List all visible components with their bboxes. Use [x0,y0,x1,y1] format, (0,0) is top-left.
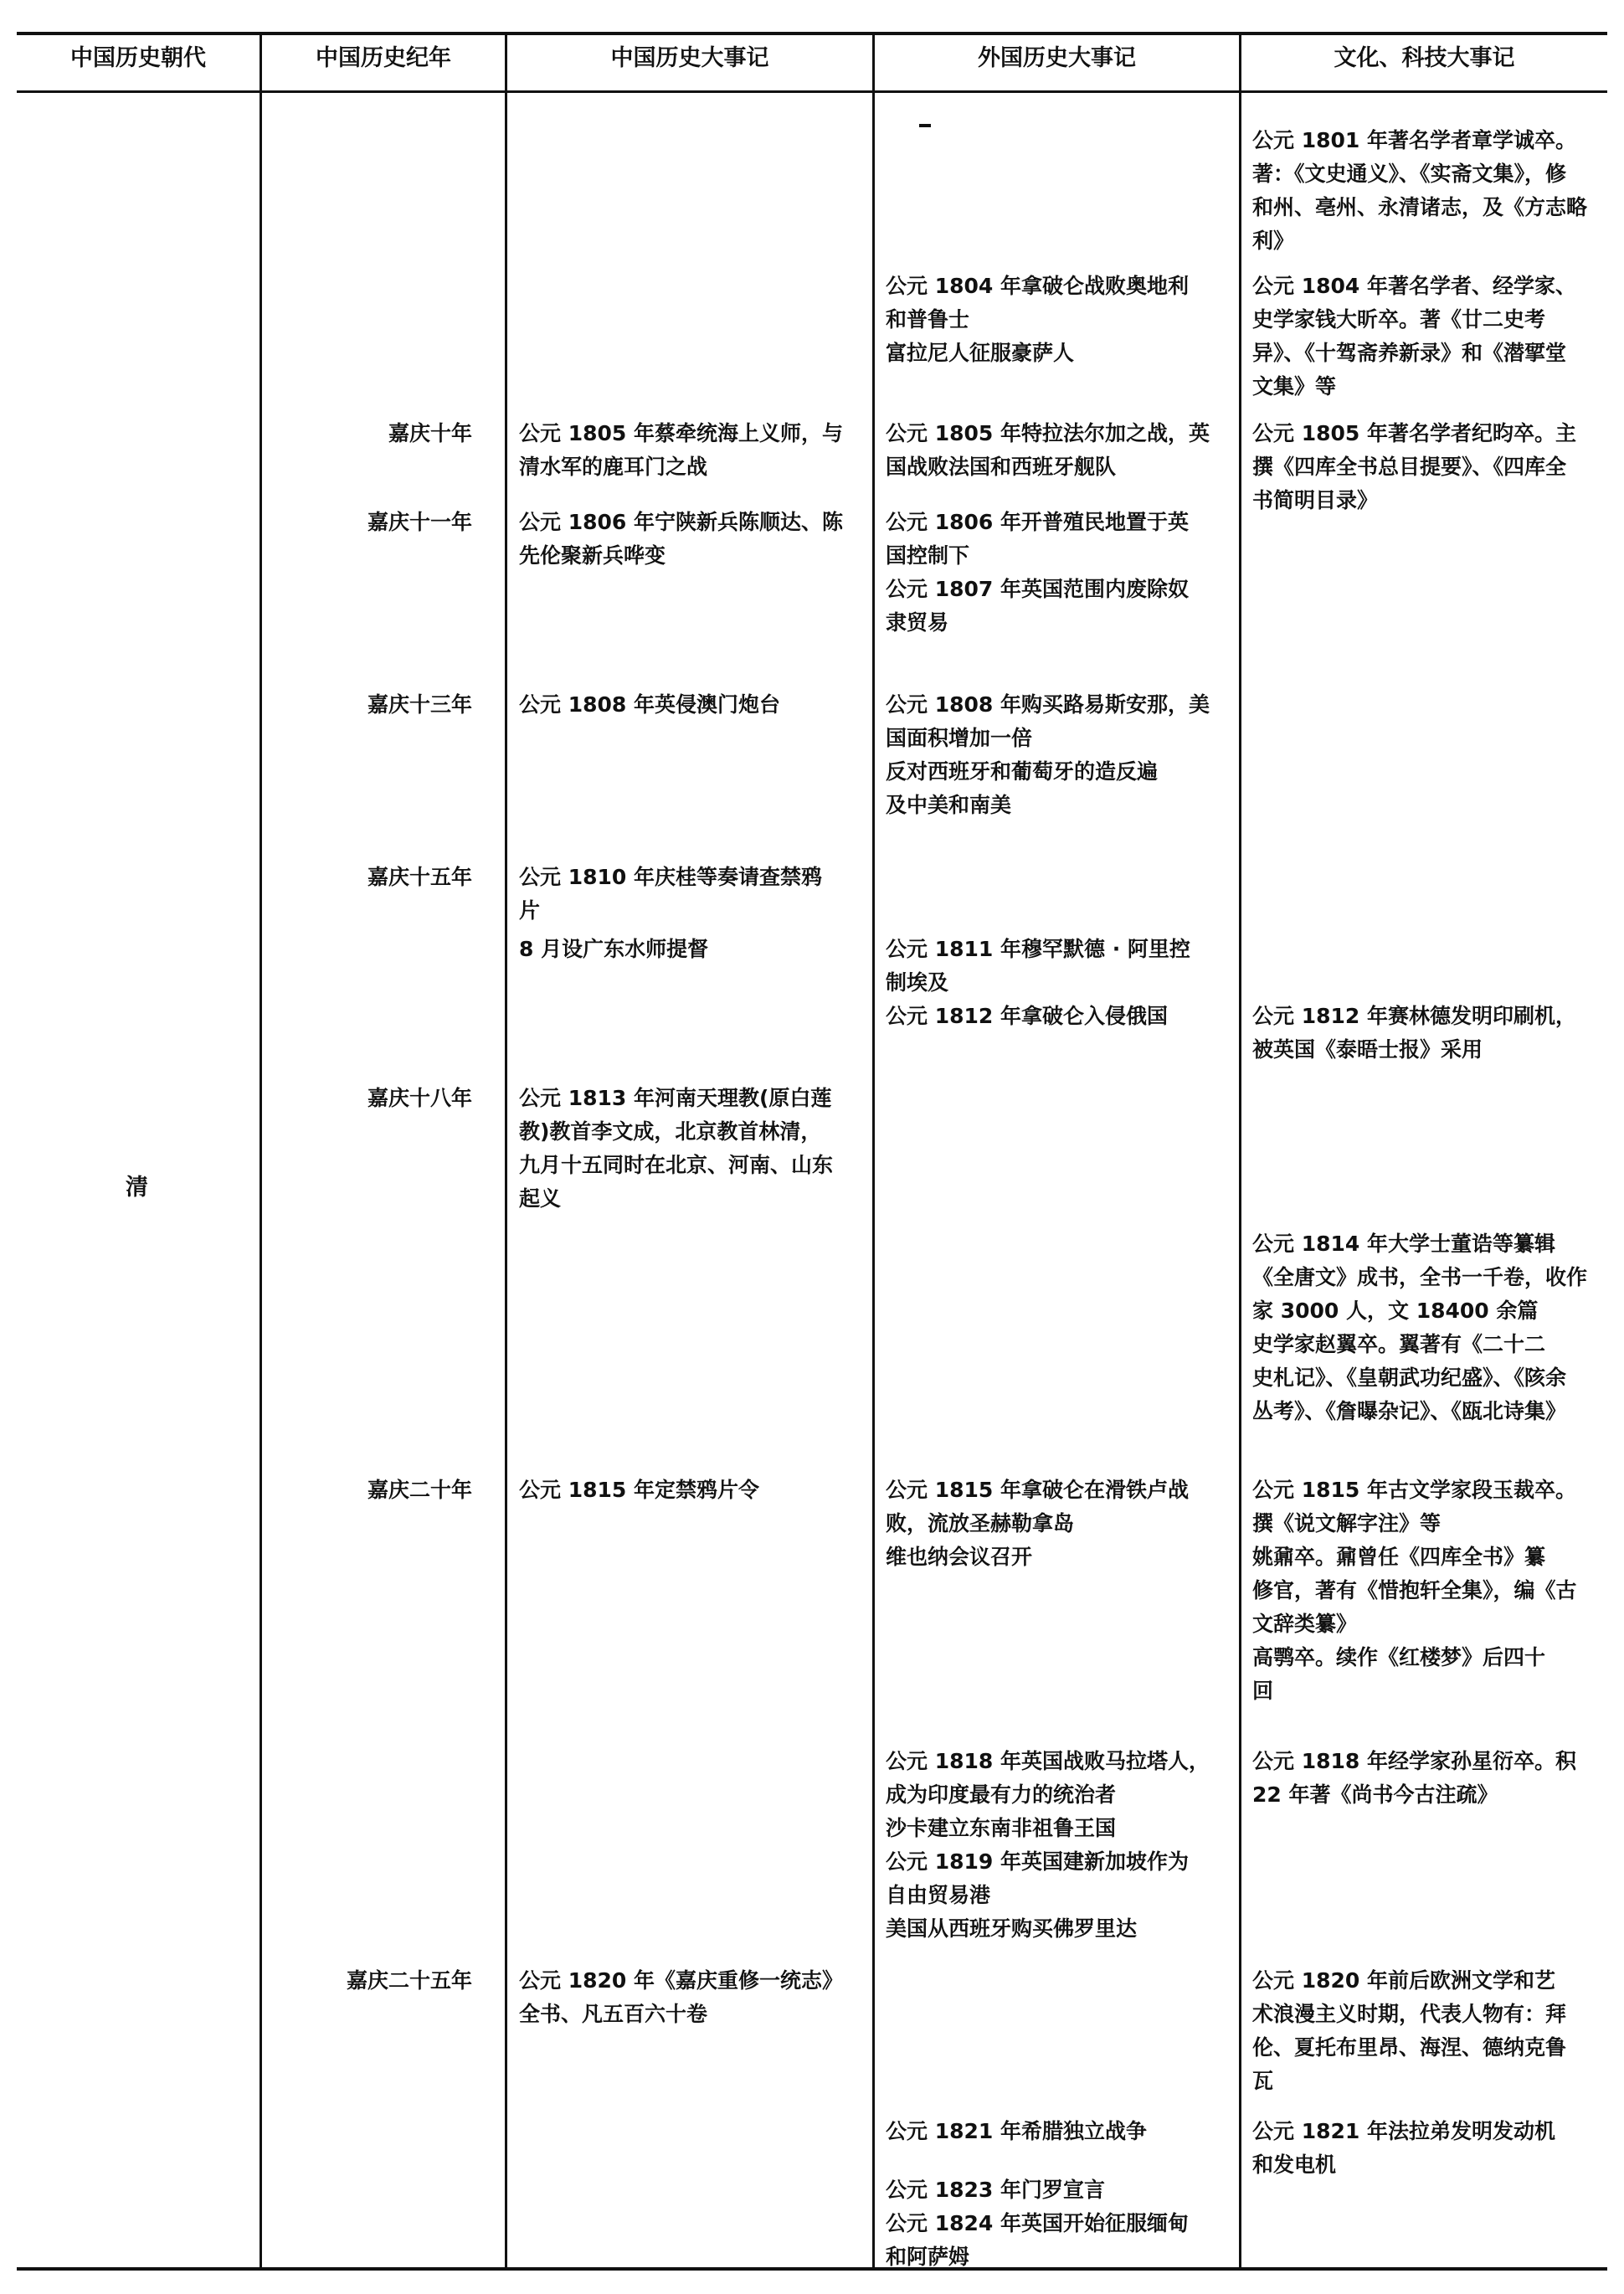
reign-year: 嘉庆十八年 [367,1086,472,1110]
culture-event: 公元 1814 年大学士董诰等纂辑 《全唐文》成书，全书一千卷，收作 家 3000 人，文 18400 余篇 史学家赵翼卒。翼著有《二十二 史札记》、《皇朝武功纪盛》、《陔余 丛考》、《詹曝杂记》、《瓯北诗集》 [1252,1232,1588,1423]
culture-event: 公元 1812 年赛林德发明印刷机， 被英国《泰晤士报》采用 [1252,1004,1576,1062]
header-foreign-events: 外国历史大事记 [978,45,1136,71]
reign-year: 嘉庆二十五年 [346,1968,472,1993]
china-event: 公元 1813 年河南天理教(原白莲 教)教首李文成，北京教首林清， 九月十五同时在北京、河南、山东 起义 [519,1086,834,1211]
china-event: 公元 1820 年《嘉庆重修一统志》 全书、凡五百六十卷 [519,1968,843,2026]
foreign-event: 公元 1811 年穆罕默德 · 阿里控 制埃及 公元 1812 年拿破仑入侵俄国 [886,937,1190,1028]
culture-event: 公元 1801 年著名学者章学诚卒。 著：《文史通义》、《实斋文集》，修 和州、亳州、永清诸志，及《方志略 利》 [1252,128,1588,253]
column-divider-3 [872,33,875,2269]
dynasty-label: 清 [126,1175,148,1201]
header-china-events: 中国历史大事记 [610,45,769,71]
reign-year: 嘉庆二十年 [367,1478,472,1502]
foreign-event: 公元 1805 年特拉法尔加之战，英 国战败法国和西班牙舰队 [886,421,1210,479]
culture-event: 公元 1818 年经学家孙星衍卒。积 22 年著《尚书今古注疏》 [1252,1749,1576,1807]
foreign-event: 公元 1808 年购买路易斯安那，美 国面积增加一倍 反对西班牙和葡萄牙的造反遍 及中美和南美 [886,692,1210,817]
china-event: 公元 1810 年庆桂等奏请查禁鸦 片 [519,865,822,923]
header-culture-events: 文化、科技大事记 [1334,45,1515,71]
foreign-event: 公元 1806 年开普殖民地置于英 国控制下 公元 1807 年英国范围内废除奴 隶贸易 [886,510,1189,635]
china-event: 公元 1815 年定禁鸦片令 [519,1478,759,1502]
header-dynasty: 中国历史朝代 [70,45,206,71]
foreign-dash [919,124,931,127]
column-divider-1 [260,33,262,2269]
foreign-event: 公元 1818 年英国战败马拉塔人， 成为印度最有力的统治者 沙卡建立东南非祖鲁王国 公元 1819 年英国建新加坡作为 自由贸易港 美国从西班牙购买佛罗里达 [886,1749,1210,1941]
reign-year: 嘉庆十年 [388,421,472,445]
culture-event: 公元 1821 年法拉弟发明发动机 和发电机 [1252,2119,1555,2177]
reign-year: 嘉庆十五年 [367,865,472,889]
reign-year: 嘉庆十一年 [367,510,472,534]
table-bottom-rule [17,2267,1607,2271]
column-divider-2 [505,33,507,2269]
china-event: 公元 1805 年蔡牵统海上义师，与 清水军的鹿耳门之战 [519,421,843,479]
china-event: 公元 1808 年英侵澳门炮台 [519,692,780,717]
foreign-event: 公元 1815 年拿破仑在滑铁卢战 败，流放圣赫勒拿岛 维也纳会议召开 [886,1478,1189,1569]
reign-year: 嘉庆十三年 [367,692,472,717]
china-event: 公元 1806 年宁陕新兵陈顺达、陈 先伦聚新兵哗变 [519,510,843,568]
china-event: 8 月设广东水师提督 [519,937,709,961]
foreign-event: 公元 1821 年希腊独立战争 [886,2119,1147,2143]
foreign-event: 公元 1823 年门罗宣言 公元 1824 年英国开始征服缅甸 和阿萨姆 [886,2178,1189,2269]
column-divider-4 [1239,33,1241,2269]
culture-event: 公元 1805 年著名学者纪昀卒。主 撰《四库全书总目提要》、《四库全 书简明目录》 [1252,421,1576,512]
culture-event: 公元 1804 年著名学者、经学家、 史学家钱大昕卒。著《廿二史考 异》、《十驾斋养新录》和《潜揅堂 文集》等 [1252,274,1576,399]
header-reign-year: 中国历史纪年 [316,45,451,71]
foreign-event: 公元 1804 年拿破仑战败奥地利 和普鲁士 富拉尼人征服豪萨人 [886,274,1189,365]
culture-event: 公元 1815 年古文学家段玉裁卒。 撰《说文解字注》等 姚鼐卒。鼐曾任《四库全书》纂 修官，著有《惜抱轩全集》，编《古 文辞类纂》 高鹗卒。续作《红楼梦》后四十 回 [1252,1478,1577,1703]
culture-event: 公元 1820 年前后欧洲文学和艺 术浪漫主义时期，代表人物有：拜 伦、夏托布里昂、海涅、德纳克鲁 瓦 [1252,1968,1567,2093]
